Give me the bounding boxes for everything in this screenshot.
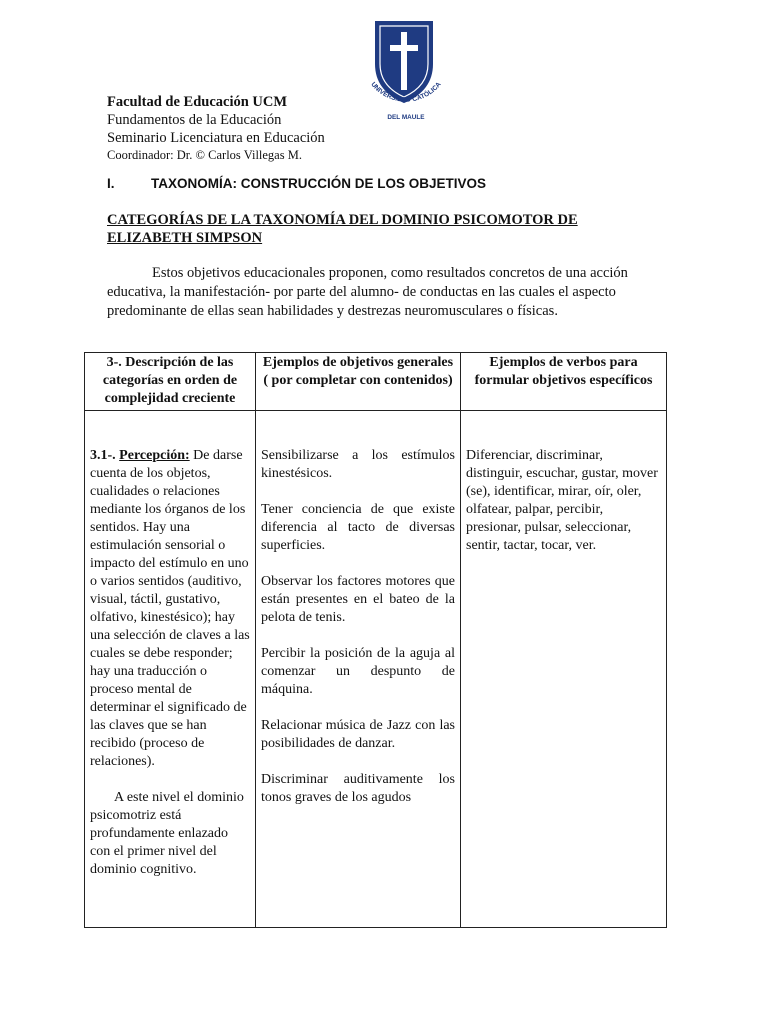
taxonomy-table bbox=[84, 352, 667, 928]
header-description: 3-. Descripción de las categorías en orden de complejidad creciente bbox=[85, 353, 256, 411]
category-label bbox=[90, 448, 190, 463]
example-item: Percibir la posición de la aguja al comenzar un despunto de máquina. bbox=[261, 646, 455, 697]
logo-ring-text: UNIVERSIDAD CATÓLICA bbox=[369, 81, 443, 104]
table-header-row bbox=[85, 353, 667, 411]
verbs-list: Diferenciar, discriminar, distinguir, escuchar, gustar, mover (se), identificar, mirar, oír, oler, olfatear, palpar, percibir, presionar, pulsar, seleccionar, sentir, tactar, tocar, ver. bbox=[466, 448, 658, 553]
category-title: CATEGORÍAS DE LA TAXONOMÍA DEL DOMINIO PSICOMOTOR DE ELIZABETH SIMPSON bbox=[107, 212, 578, 246]
category-note: A este nivel el dominio psicomotriz está profundamente enlazado con el primer nivel del dominio cognitivo. bbox=[90, 790, 244, 877]
example-item: Tener conciencia de que existe diferencia al tacto de diversas superficies. bbox=[261, 502, 455, 553]
document-header bbox=[107, 93, 507, 163]
example-item: Discriminar auditivamente los tonos graves de los agudos bbox=[261, 772, 455, 805]
section-title: TAXONOMÍA: CONSTRUCCIÓN DE LOS OBJETIVOS bbox=[151, 176, 487, 191]
example-item: Observar los factores motores que están presentes en el bateo de la pelota de tenis. bbox=[261, 574, 455, 625]
institution-name: Facultad de Educación UCM bbox=[107, 94, 288, 110]
verbs-cell bbox=[461, 411, 667, 928]
course-name: Fundamentos de la Educación bbox=[107, 112, 282, 128]
section-heading bbox=[107, 176, 486, 191]
intro-text: Estos objetivos educacionales proponen, como resultados concretos de una acción educativa, la manifestación- por parte del alumno- de conductas en las cuales el aspecto predominante de ellas sean habilidades y destrezas neuromusculares o físicas. bbox=[107, 265, 628, 319]
coordinator: Coordinador: Dr. © Carlos Villegas M. bbox=[107, 148, 302, 162]
table-row bbox=[85, 411, 667, 928]
header-examples: Ejemplos de objetivos generales ( por completar con contenidos) bbox=[256, 353, 461, 411]
logo-bottom-text: DEL MAULE bbox=[387, 114, 425, 121]
examples-cell bbox=[256, 411, 461, 928]
category-number: 3.1-. bbox=[90, 448, 116, 463]
example-item: Relacionar música de Jazz con las posibilidades de danzar. bbox=[261, 718, 455, 751]
category-name: Percepción: bbox=[119, 448, 190, 463]
example-item: Sensibilizarse a los estímulos kinestésicos. bbox=[261, 448, 455, 481]
intro-paragraph bbox=[107, 264, 667, 321]
seminar-name: Seminario Licenciatura en Educación bbox=[107, 130, 325, 146]
header-verbs: Ejemplos de verbos para formular objetivos específicos bbox=[461, 353, 667, 411]
description-cell bbox=[85, 411, 256, 928]
category-description: De darse cuenta de los objetos, cualidades o relaciones mediante los órganos de los sentidos. Hay una estimulación sensorial o impacto del estímulo en uno o varios sentidos (auditivo, visual, táctil, gustativo, olfativo, kinestésico); hay una selección de claves a las cuales se debe responder; hay una traducción o proceso mental de determinar el significado de las claves que se han recibido (proceso de relaciones). bbox=[90, 448, 250, 769]
section-number: I. bbox=[107, 176, 115, 191]
